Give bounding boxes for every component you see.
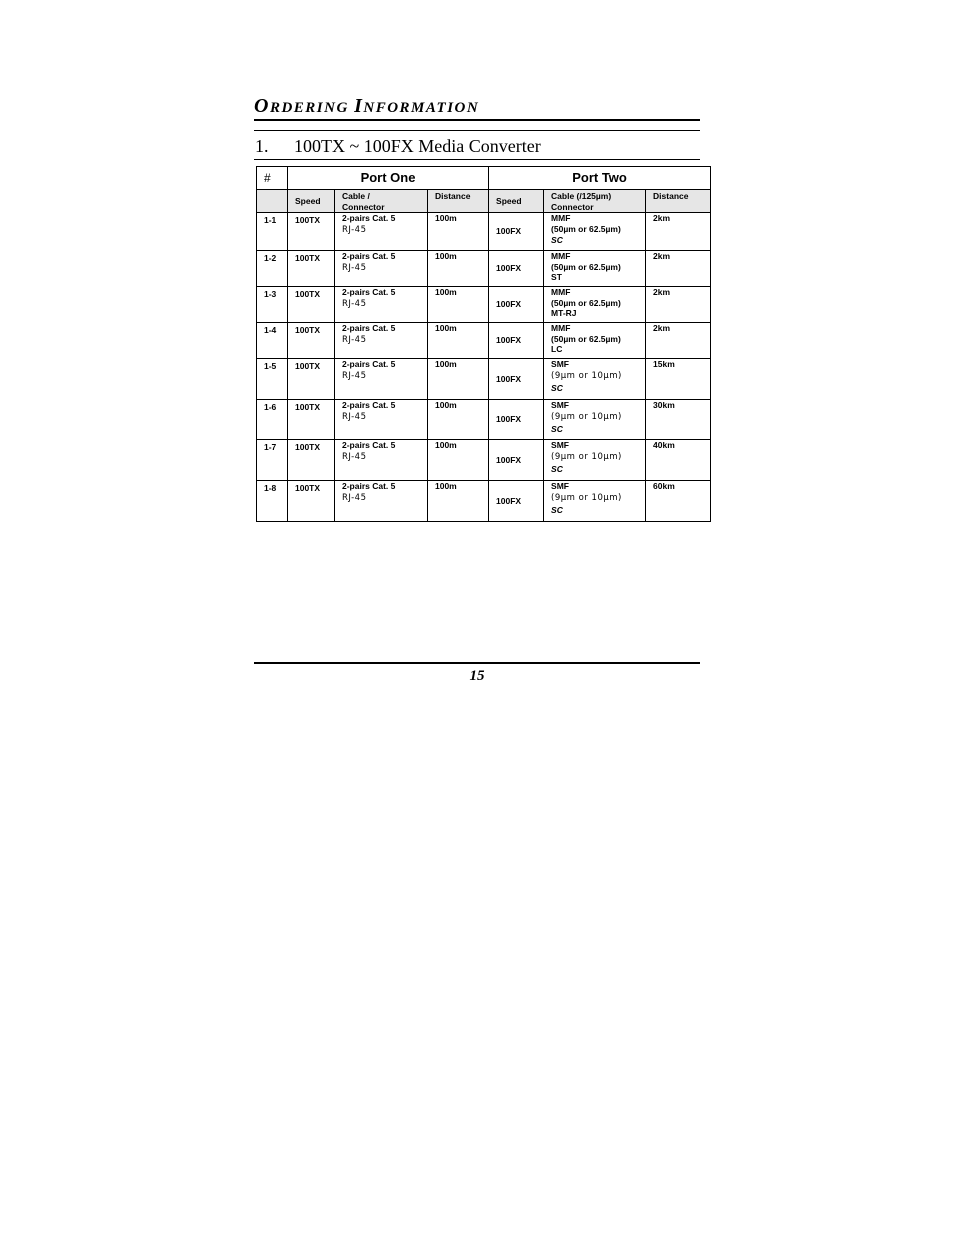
row-fiber-type: SMF: [551, 440, 569, 450]
subtitle-text: 100TX ~ 100FX Media Converter: [294, 136, 541, 156]
title-rule: [254, 119, 700, 121]
header-hash: #: [257, 167, 288, 190]
row-cable-1: [335, 213, 428, 251]
table-row: [257, 481, 711, 522]
row-connector-2: SC: [551, 504, 563, 515]
row-cable-2: [544, 213, 646, 251]
row-distance-1: 100m: [428, 400, 489, 440]
row-speed-2: 100FX: [489, 287, 544, 323]
row-connector-1: RJ-45: [342, 370, 367, 381]
row-speed-2: 100FX: [489, 481, 544, 522]
row-cable-2: [544, 400, 646, 440]
row-cable-2: [544, 440, 646, 481]
row-connector-2: SC: [551, 235, 563, 245]
subtitle: [255, 135, 541, 157]
row-connector-2: SC: [551, 382, 563, 393]
table-row: [257, 251, 711, 287]
row-distance-2: 15km: [646, 359, 711, 400]
subheader-distance-2: Distance: [646, 190, 711, 213]
row-distance-1: 100m: [428, 323, 489, 359]
row-connector-2: ST: [551, 272, 562, 282]
subheader-blank: [257, 190, 288, 213]
row-connector-1: RJ-45: [342, 492, 367, 503]
row-speed-1: 100TX: [288, 251, 335, 287]
row-distance-1: 100m: [428, 287, 489, 323]
table-subheader-row: [257, 190, 711, 213]
row-distance-2: 2km: [646, 213, 711, 251]
row-cable-2: [544, 251, 646, 287]
row-speed-1: 100TX: [288, 440, 335, 481]
table-header-row: [257, 167, 711, 190]
row-connector-2: MT-RJ: [551, 308, 577, 318]
row-number: 1-3: [257, 287, 288, 323]
row-fiber-type: MMF: [551, 213, 571, 223]
row-speed-2: 100FX: [489, 323, 544, 359]
row-cable-1: [335, 400, 428, 440]
row-fiber-core: (9µm or 10µm): [551, 370, 622, 381]
subheader-cable-1-line2: Connector: [342, 201, 385, 212]
row-speed-1: 100TX: [288, 287, 335, 323]
row-speed-2: 100FX: [489, 213, 544, 251]
row-connector-1: RJ-45: [342, 262, 367, 273]
row-distance-1: 100m: [428, 213, 489, 251]
row-fiber-type: SMF: [551, 481, 569, 491]
row-speed-1: 100TX: [288, 481, 335, 522]
row-connector-1: RJ-45: [342, 334, 367, 345]
row-connector-1: RJ-45: [342, 451, 367, 462]
row-fiber-core: (9µm or 10µm): [551, 411, 622, 422]
row-speed-2: 100FX: [489, 251, 544, 287]
row-cable-1: [335, 287, 428, 323]
row-distance-2: 2km: [646, 251, 711, 287]
subheader-cable-2-line2: Connector: [551, 201, 594, 212]
row-cable-1: [335, 481, 428, 522]
table-row: [257, 359, 711, 400]
row-distance-2: 40km: [646, 440, 711, 481]
row-cable-1-type: 2-pairs Cat. 5: [342, 323, 396, 333]
section-title-cap-1: O: [254, 95, 270, 117]
table-row: [257, 400, 711, 440]
row-distance-2: 2km: [646, 287, 711, 323]
row-number: 1-6: [257, 400, 288, 440]
row-cable-1-type: 2-pairs Cat. 5: [342, 400, 396, 410]
row-number: 1-7: [257, 440, 288, 481]
row-cable-2: [544, 359, 646, 400]
row-cable-1-type: 2-pairs Cat. 5: [342, 359, 396, 369]
subheader-speed-1: Speed: [288, 190, 335, 213]
subtitle-top-rule: [254, 130, 700, 131]
subheader-distance-1: Distance: [428, 190, 489, 213]
row-connector-1: RJ-45: [342, 411, 367, 422]
row-fiber-type: SMF: [551, 359, 569, 369]
row-number: 1-2: [257, 251, 288, 287]
row-distance-1: 100m: [428, 251, 489, 287]
row-connector-1: RJ-45: [342, 224, 367, 235]
row-cable-1-type: 2-pairs Cat. 5: [342, 251, 396, 261]
header-port-one: Port One: [288, 167, 489, 190]
row-fiber-core: (50µm or 62.5µm): [551, 297, 621, 308]
row-fiber-type: SMF: [551, 400, 569, 410]
row-cable-1: [335, 359, 428, 400]
row-speed-1: 100TX: [288, 323, 335, 359]
row-cable-1-type: 2-pairs Cat. 5: [342, 287, 396, 297]
table-row: [257, 213, 711, 251]
subtitle-number: 1.: [255, 136, 269, 156]
row-fiber-core: (50µm or 62.5µm): [551, 261, 621, 272]
row-fiber-core: (9µm or 10µm): [551, 451, 622, 462]
table-row: [257, 287, 711, 323]
subheader-speed-2: Speed: [489, 190, 544, 213]
row-cable-2: [544, 481, 646, 522]
row-fiber-core: (50µm or 62.5µm): [551, 333, 621, 344]
row-cable-2: [544, 287, 646, 323]
section-title-rest-1: RDERING: [269, 100, 349, 116]
row-distance-2: 60km: [646, 481, 711, 522]
row-speed-2: 100FX: [489, 359, 544, 400]
section-title-rest-2: NFORMATION: [363, 100, 480, 116]
row-fiber-core: (50µm or 62.5µm): [551, 223, 621, 234]
row-fiber-core: (9µm or 10µm): [551, 492, 622, 503]
subheader-cable-2: [544, 190, 646, 213]
row-fiber-type: MMF: [551, 323, 571, 333]
row-distance-1: 100m: [428, 440, 489, 481]
subheader-cable-1-line1: Cable /: [342, 191, 370, 201]
row-cable-1-type: 2-pairs Cat. 5: [342, 213, 396, 223]
table-row: [257, 440, 711, 481]
row-fiber-type: MMF: [551, 287, 571, 297]
header-port-two: Port Two: [489, 167, 711, 190]
row-speed-2: 100FX: [489, 440, 544, 481]
row-connector-2: SC: [551, 423, 563, 434]
table-row: [257, 323, 711, 359]
footer-rule: [254, 662, 700, 664]
page-number: 15: [469, 668, 485, 684]
row-fiber-type: MMF: [551, 251, 571, 261]
row-cable-1-type: 2-pairs Cat. 5: [342, 481, 396, 491]
row-cable-1: [335, 440, 428, 481]
section-title: [254, 96, 700, 118]
row-number: 1-8: [257, 481, 288, 522]
row-distance-1: 100m: [428, 359, 489, 400]
row-speed-1: 100TX: [288, 359, 335, 400]
ordering-table: [256, 166, 711, 522]
row-number: 1-4: [257, 323, 288, 359]
row-speed-1: 100TX: [288, 213, 335, 251]
subheader-cable-1: [335, 190, 428, 213]
row-distance-2: 30km: [646, 400, 711, 440]
row-cable-1: [335, 251, 428, 287]
subheader-cable-2-line1: Cable (/125µm): [551, 191, 612, 201]
row-cable-2: [544, 323, 646, 359]
section-title-cap-2: I: [354, 95, 364, 117]
row-number: 1-5: [257, 359, 288, 400]
row-number: 1-1: [257, 213, 288, 251]
subtitle-bottom-rule: [254, 159, 700, 160]
row-cable-1: [335, 323, 428, 359]
row-connector-1: RJ-45: [342, 298, 367, 309]
row-cable-1-type: 2-pairs Cat. 5: [342, 440, 396, 450]
row-speed-2: 100FX: [489, 400, 544, 440]
row-connector-2: LC: [551, 344, 563, 354]
row-distance-2: 2km: [646, 323, 711, 359]
row-speed-1: 100TX: [288, 400, 335, 440]
row-connector-2: SC: [551, 463, 563, 474]
row-distance-1: 100m: [428, 481, 489, 522]
